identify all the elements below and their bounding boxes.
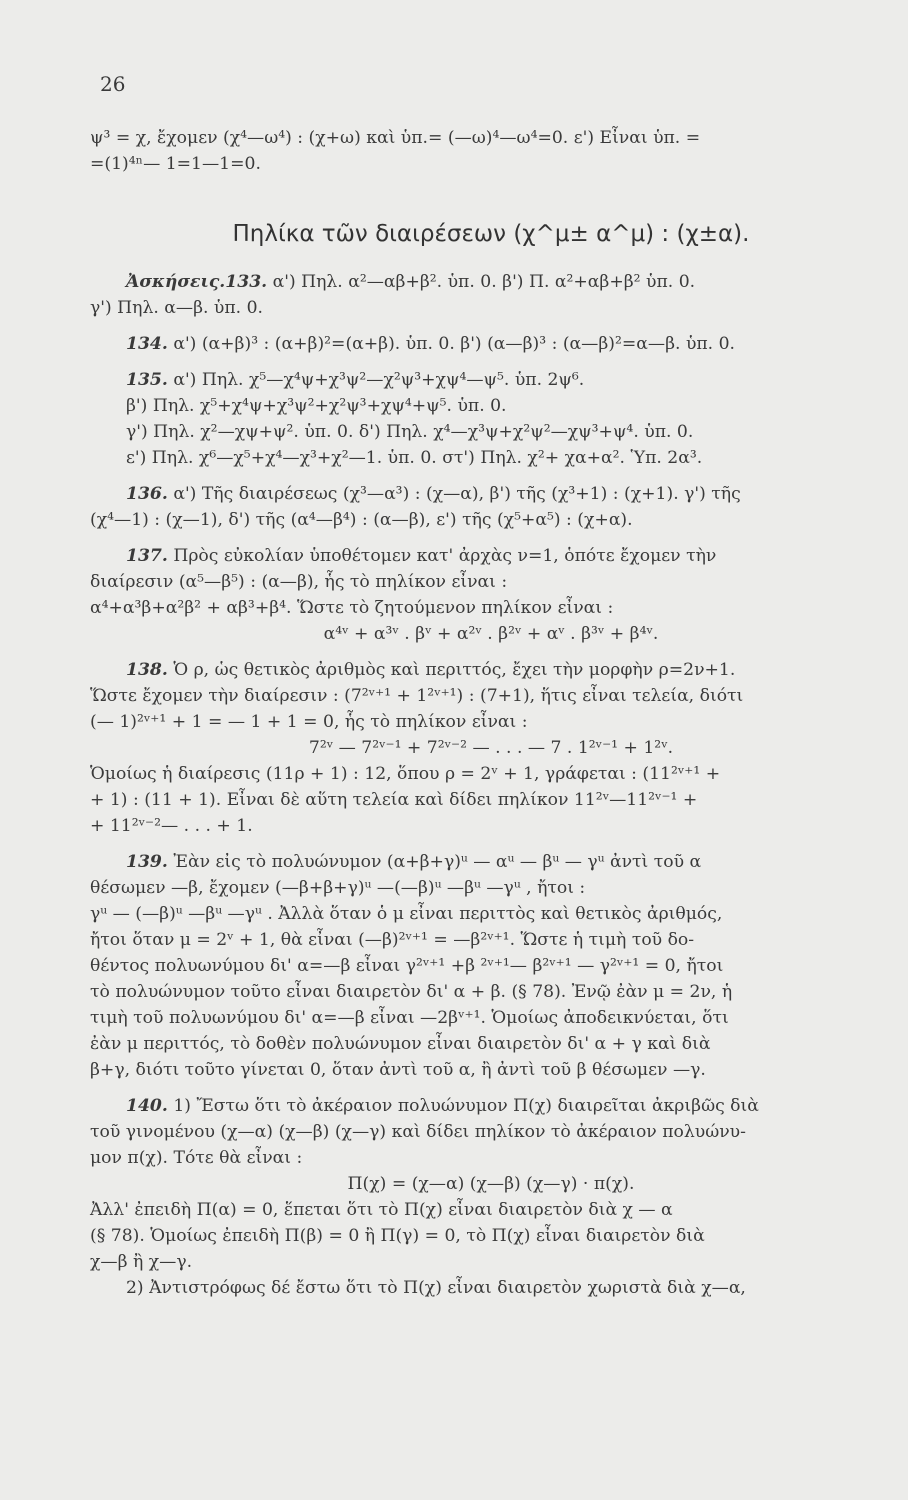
text-line: + 11²ᵛ⁻²— . . . + 1. (90, 816, 253, 836)
text-line: γᵘ — (—β)ᵘ —βᵘ —γᵘ . Ἀλλὰ ὅταν ὁ μ εἶναι περιττὸς καὶ θετικὸς ἀριθμός, (90, 904, 723, 924)
exercise-number: 133. (225, 272, 268, 292)
text-line: τιμὴ τοῦ πολυωνύμου δι' α=—β εἶναι —2βᵛ⁺¹. Ὁμοίως ἀποδεικνύεται, ὅτι (90, 1008, 729, 1028)
text-line: θέντος πολυωνύμου δι' α=—β εἶναι γ²ᵛ⁺¹ +β ²ᵛ⁺¹— β²ᵛ⁺¹ — γ²ᵛ⁺¹ = 0, ἤτοι (90, 956, 724, 976)
exercise-number: 139. (126, 852, 168, 872)
exercise-135 (90, 367, 892, 393)
text-line: γ') Πηλ. χ²—χψ+ψ². ὑπ. 0. δ') Πηλ. χ⁴—χ³ψ+χ²ψ²—χψ³+ψ⁴. ὑπ. 0. (126, 422, 694, 442)
text-line: α') Τῆς διαιρέσεως (χ³—α³) : (χ—α), β') τῆς (χ³+1) : (χ+1). γ') τῆς (173, 484, 741, 504)
text-line: α') Πηλ. χ⁵—χ⁴ψ+χ³ψ²—χ²ψ³+χψ⁴—ψ⁵. ὑπ. 2ψ⁶. (173, 370, 585, 390)
exercise-136 (90, 481, 892, 507)
exercise-number: 136. (126, 484, 168, 504)
text-line: ἤτοι ὅταν μ = 2ᵛ + 1, θὰ εἶναι (—β)²ᵛ⁺¹ = —β²ᵛ⁺¹. Ὥστε ἡ τιμὴ τοῦ δο- (90, 930, 695, 950)
page-content (90, 125, 892, 1301)
text-line: Πρὸς εὐκολίαν ὑποθέτομεν κατ' ἀρχὰς ν=1, ὁπότε ἔχομεν τὴν (173, 546, 717, 566)
text-line: + 1) : (11 + 1). Εἶναι δὲ αὕτη τελεία καὶ δίδει πηλίκον 11²ᵛ—11²ᵛ⁻¹ + (90, 790, 698, 810)
exercise-137 (90, 543, 892, 569)
text-line: α') (α+β)³ : (α+β)²=(α+β). ὑπ. 0. β') (α—β)³ : (α—β)²=α—β. ὑπ. 0. (173, 334, 736, 354)
text-line: β+γ, διότι τοῦτο γίνεται 0, ὅταν ἀντὶ τοῦ α, ἢ ἀντὶ τοῦ β θέσωμεν —γ. (90, 1060, 706, 1080)
text-line: Ὁμοίως ἡ διαίρεσις (11ρ + 1) : 12, ὅπου ρ = 2ᵛ + 1, γράφεται : (11²ᵛ⁺¹ + (90, 764, 721, 784)
page-number: 26 (100, 72, 126, 96)
text-line: Ἀλλ' ἐπειδὴ Π(α) = 0, ἕπεται ὅτι τὸ Π(χ) εἶναι διαιρετὸν διὰ χ — α (90, 1200, 673, 1220)
text-line: μον π(χ). Τότε θὰ εἶναι : (90, 1148, 303, 1168)
formula: 7²ᵛ — 7²ᵛ⁻¹ + 7²ᵛ⁻² — . . . — 7 . 1²ᵛ⁻¹ + 1²ᵛ. (308, 738, 674, 758)
formula: Π(χ) = (χ—α) (χ—β) (χ—γ) · π(χ). (347, 1174, 635, 1194)
exercise-140 (90, 1093, 892, 1119)
exercise-number: 138. (126, 660, 168, 680)
exercise-number: 134. (126, 334, 168, 354)
exercise-number: 135. (126, 370, 168, 390)
exercise-139 (90, 849, 892, 875)
text-line: Ὁ ρ, ὡς θετικὸς ἀριθμὸς καὶ περιττός, ἔχει τὴν μορφὴν ρ=2ν+1. (173, 660, 736, 680)
text-line: α') Πηλ. α²—αβ+β². ὑπ. 0. β') Π. α²+αβ+β² ὑπ. 0. (272, 272, 696, 292)
text-line: διαίρεσιν (α⁵—β⁵) : (α—β), ἧς τὸ πηλίκον εἶναι : (90, 572, 508, 592)
exercise-134 (90, 331, 892, 357)
text-line: ψ³ = χ, ἔχομεν (χ⁴—ω⁴) : (χ+ω) καὶ ὑπ.= (—ω)⁴—ω⁴=0. ε') Εἶναι ὑπ. = (90, 128, 701, 148)
text-line: α⁴+α³β+α²β² + αβ³+β⁴. Ὥστε τὸ ζητούμενον πηλίκον εἶναι : (90, 598, 614, 618)
text-line: ἐὰν μ περιττός, τὸ δοθὲν πολυώνυμον εἶναι διαιρετὸν δι' α + γ καὶ διὰ (90, 1034, 711, 1054)
text-line: γ') Πηλ. α—β. ὑπ. 0. (90, 298, 263, 318)
text-line: 2) Ἀντιστρόφως δέ ἔστω ὅτι τὸ Π(χ) εἶναι διαιρετὸν χωριστὰ διὰ χ—α, (126, 1278, 746, 1298)
text-line: (§ 78). Ὁμοίως ἐπειδὴ Π(β) = 0 ἢ Π(γ) = 0, τὸ Π(χ) εἶναι διαιρετὸν διὰ (90, 1226, 705, 1246)
text-line: (— 1)²ᵛ⁺¹ + 1 = — 1 + 1 = 0, ἧς τὸ πηλίκον εἶναι : (90, 712, 528, 732)
text-line: ε') Πηλ. χ⁶—χ⁵+χ⁴—χ³+χ²—1. ὑπ. 0. στ') Πηλ. χ²+ χα+α². Ὑπ. 2α³. (126, 448, 703, 468)
text-line: Ὥστε ἔχομεν τὴν διαίρεσιν : (7²ᵛ⁺¹ + 1²ᵛ⁺¹) : (7+1), ἥτις εἶναι τελεία, διότι (90, 686, 744, 706)
text-line: =(1)⁴ⁿ— 1=1—1=0. (90, 154, 261, 174)
text-line: 1) Ἔστω ὅτι τὸ ἀκέραιον πολυώνυμον Π(χ) διαιρεῖται ἀκριβῶς διὰ (173, 1096, 759, 1116)
formula: α⁴ᵛ + α³ᵛ . βᵛ + α²ᵛ . β²ᵛ + αᵛ . β³ᵛ + β⁴ᵛ. (323, 624, 659, 644)
text-line: β') Πηλ. χ⁵+χ⁴ψ+χ³ψ²+χ²ψ³+χψ⁴+ψ⁵. ὑπ. 0. (126, 396, 507, 416)
text-line: Ἐὰν εἰς τὸ πολυώνυμον (α+β+γ)ᵘ — αᵘ — βᵘ — γᵘ ἀντὶ τοῦ α (173, 852, 702, 872)
section-title: Πηλίκα τῶν διαιρέσεων (χ^μ± α^μ) : (χ±α). (232, 221, 750, 247)
text-line: θέσωμεν —β, ἔχομεν (—β+β+γ)ᵘ —(—β)ᵘ —βᵘ —γᵘ , ἤτοι : (90, 878, 586, 898)
exercise-138 (90, 657, 892, 683)
text-line: (χ⁴—1) : (χ—1), δ') τῆς (α⁴—β⁴) : (α—β), ε') τῆς (χ⁵+α⁵) : (χ+α). (90, 510, 633, 530)
text-line: τοῦ γινομένου (χ—α) (χ—β) (χ—γ) καὶ δίδει πηλίκον τὸ ἀκέραιον πολυώνυ- (90, 1122, 746, 1142)
text-line: χ—β ἢ χ—γ. (90, 1252, 193, 1272)
exercises-label: Ἀσκήσεις. (126, 272, 226, 292)
text-line: τὸ πολυώνυμον τοῦτο εἶναι διαιρετὸν δι' α + β. (§ 78). Ἐνῷ ἐὰν μ = 2ν, ἡ (90, 982, 733, 1002)
exercise-number: 140. (126, 1096, 168, 1116)
exercise-number: 137. (126, 546, 168, 566)
exercise-133 (90, 269, 892, 295)
